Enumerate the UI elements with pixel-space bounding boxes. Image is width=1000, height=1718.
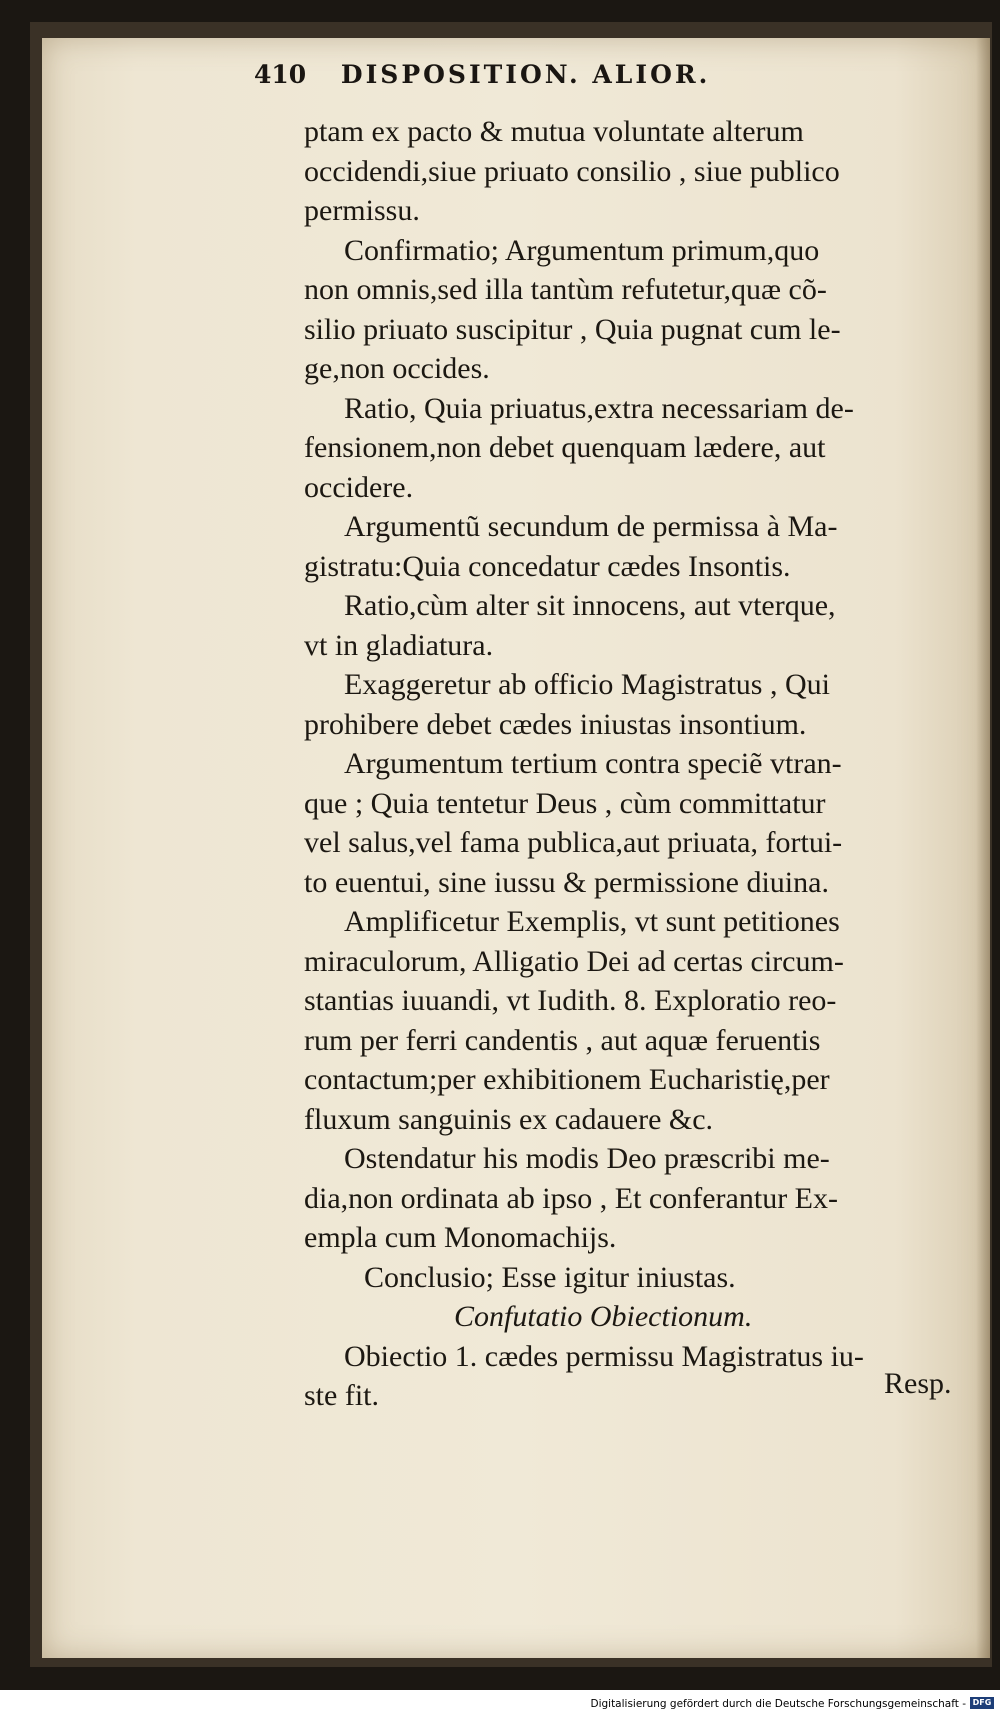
text-line: dia,non ordinata ab ipso , Et conferantur Ex- [304, 1181, 838, 1215]
text-line: vt in gladiatura. [304, 628, 494, 662]
text-line: que ; Quia tentetur Deus , cùm committatur [304, 786, 826, 820]
text-line: rum per ferri candentis , aut aquæ feruentis [304, 1023, 821, 1057]
text-line: contactum;per exhibitionem Eucharistię,per [304, 1063, 830, 1096]
text-line: silio priuato suscipitur , Quia pugnat cum le- [304, 312, 841, 346]
text-line: Conclusio; Esse igitur iniustas. [364, 1260, 736, 1294]
page-edge [976, 38, 990, 1658]
text-line: ge,non occides. [304, 352, 490, 385]
text-line: fensionem,non debet quenquam lædere, aut [304, 431, 826, 464]
text-line: permissu. [304, 194, 420, 227]
text-line: Argumentũ secundum de permissa à Ma- [344, 510, 838, 543]
text-line: Obiectio 1. cædes permissu Magistratus iu- [344, 1339, 864, 1373]
text-line: ste fit. [304, 1379, 379, 1412]
text-line: Confirmatio; Argumentum primum,quo [344, 233, 820, 267]
dfg-logo-icon: DFG [970, 1697, 994, 1709]
text-line: Amplificetur Exemplis, vt sunt petitiones [344, 905, 840, 938]
text-line: to euentui, sine iussu & permissione diuina. [304, 865, 829, 899]
text-line: Exaggeretur ab officio Magistratus , Qui [344, 668, 830, 701]
text-line: occidere. [304, 470, 414, 504]
text-line: miraculorum, Alligatio Dei ad certas circum- [304, 944, 844, 978]
text-line: stantias iuuandi, vt Iudith. 8. Exploratio reo- [304, 984, 837, 1017]
text-line: occidendi,siue priuato consilio , siue publico [304, 154, 840, 188]
footer-bar [0, 1690, 1000, 1718]
running-title: DISPOSITION. ALIOR. [340, 60, 711, 89]
text-line: Ratio,cùm alter sit innocens, aut vterque, [344, 589, 836, 622]
text-line: Ostendatur his modis Deo præscribi me- [344, 1142, 830, 1175]
running-head [254, 60, 954, 89]
text-line: Argumentum tertium contra speciẽ vtran- [344, 747, 842, 780]
text-line: non omnis,sed illa tantùm refutetur,quæ cõ- [304, 273, 827, 306]
text-line: Ratio, Quia priuatus,extra necessariam de- [344, 391, 854, 425]
text-line: empla cum Monomachijs. [304, 1221, 617, 1254]
text-line: vel salus,vel fama publica,aut priuata, fortui- [304, 826, 843, 859]
text-line: ptam ex pacto & mutua voluntate alterum [304, 115, 804, 148]
section-heading: Confutatio Obiectionum. [454, 1300, 753, 1333]
page-number: 410 [254, 60, 307, 89]
text-line: prohibere debet cædes iniustas insontium. [304, 707, 807, 741]
text-line: fluxum sanguinis ex cadauere &c. [304, 1102, 714, 1136]
body-text [304, 112, 954, 1416]
catchword: Resp. [884, 1367, 952, 1400]
text-line: gistratu:Quia concedatur cædes Insontis. [304, 549, 791, 583]
funding-credit: Digitalisierung gefördert durch die Deutsche Forschungsgemeinschaft - [590, 1698, 966, 1710]
